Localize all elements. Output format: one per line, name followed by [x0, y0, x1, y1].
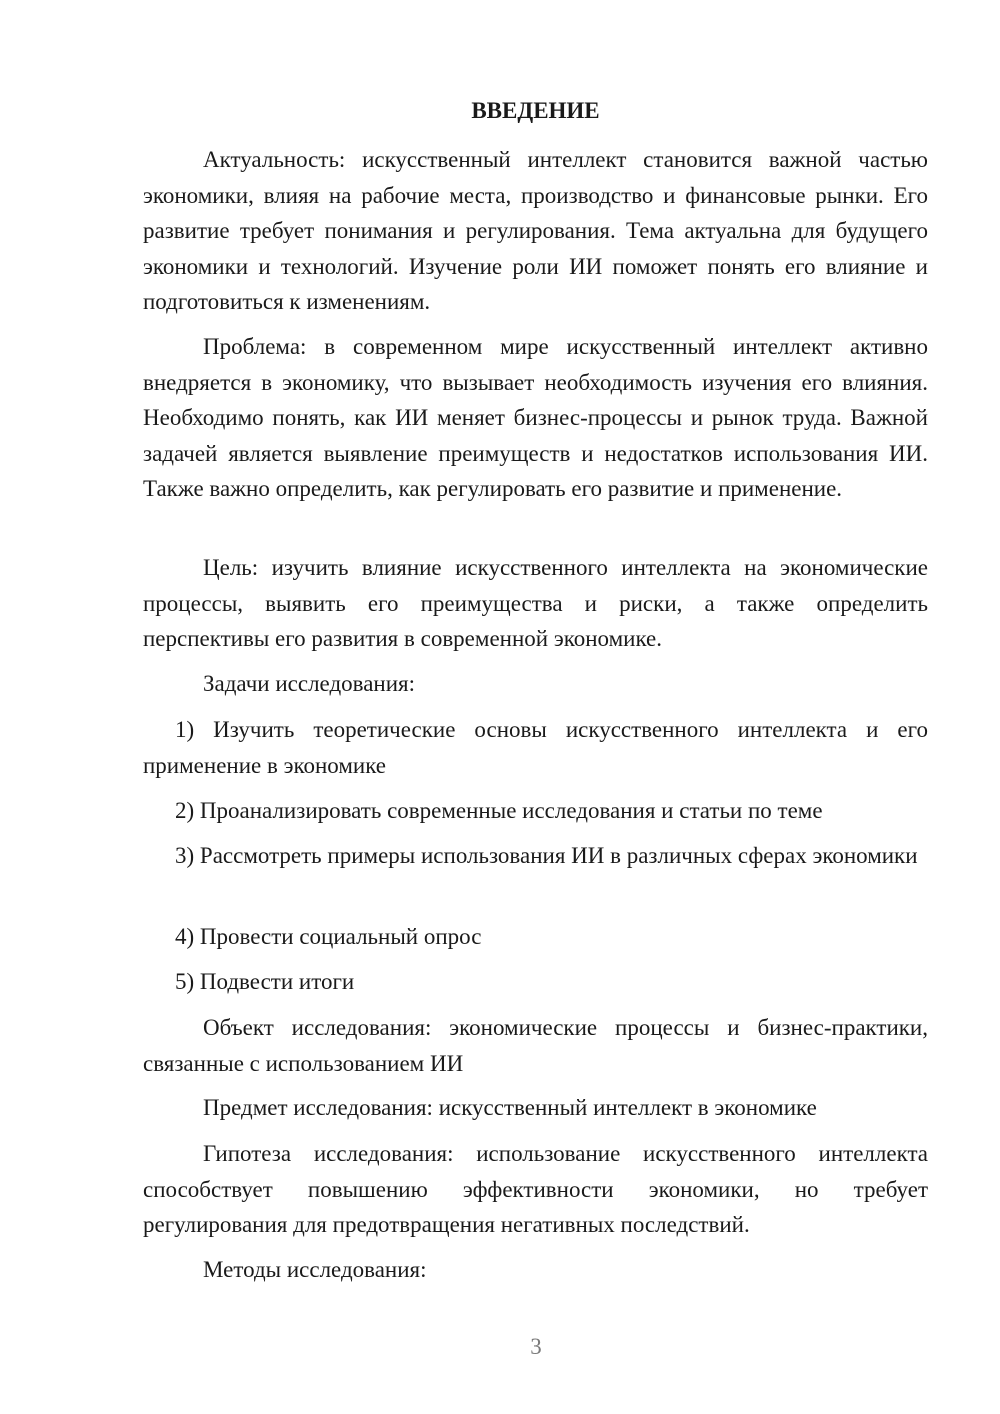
task-item-1: 1) Изучить теоретические основы искусственного интеллекта и его применение в экономике [143, 717, 928, 778]
paragraph-object: Объект исследования: экономические процессы и бизнес-практики, связанные с использованием ИИ [143, 1015, 928, 1076]
section-heading: ВВЕДЕНИЕ [471, 98, 600, 123]
paragraph-goal: Цель: изучить влияние искусственного интеллекта на экономические процессы, выявить его преимущества и риски, а также определить перспективы его развития в современной экономике. [143, 555, 928, 651]
task-item-4: 4) Провести социальный опрос [175, 924, 482, 949]
task-item-5: 5) Подвести итоги [175, 969, 355, 994]
paragraph-subject: Предмет исследования: искусственный интеллект в экономике [203, 1095, 817, 1120]
task-item-2: 2) Проанализировать современные исследования и статьи по теме [175, 798, 823, 823]
paragraph-hypothesis: Гипотеза исследования: использование искусственного интеллекта способствует повышению эффективности экономики, но требует регулирования для предотвращения негативных последствий. [143, 1141, 928, 1237]
page-number: 3 [530, 1334, 542, 1359]
methods-heading: Методы исследования: [203, 1257, 427, 1282]
paragraph-problem: Проблема: в современном мире искусственный интеллект активно внедряется в экономику, что вызывает необходимость изучения его влияния. Необходимо понять, как ИИ меняет бизнес-процессы и рынок труда. Важной задачей является выявление преимуществ и недостатков использования ИИ. Также важно определить, как регулировать его развитие и применение. [143, 334, 928, 501]
paragraph-relevance: Актуальность: искусственный интеллект становится важной частью экономики, влияя на рабочие места, производство и финансовые рынки. Его развитие требует понимания и регулирования. Тема актуальна для будущего экономики и технологий. Изучение роли ИИ поможет понять его влияние и подготовиться к изменениям. [143, 147, 928, 314]
task-item-3: 3) Рассмотреть примеры использования ИИ в различных сферах экономики [175, 843, 918, 868]
tasks-heading: Задачи исследования: [203, 671, 416, 696]
